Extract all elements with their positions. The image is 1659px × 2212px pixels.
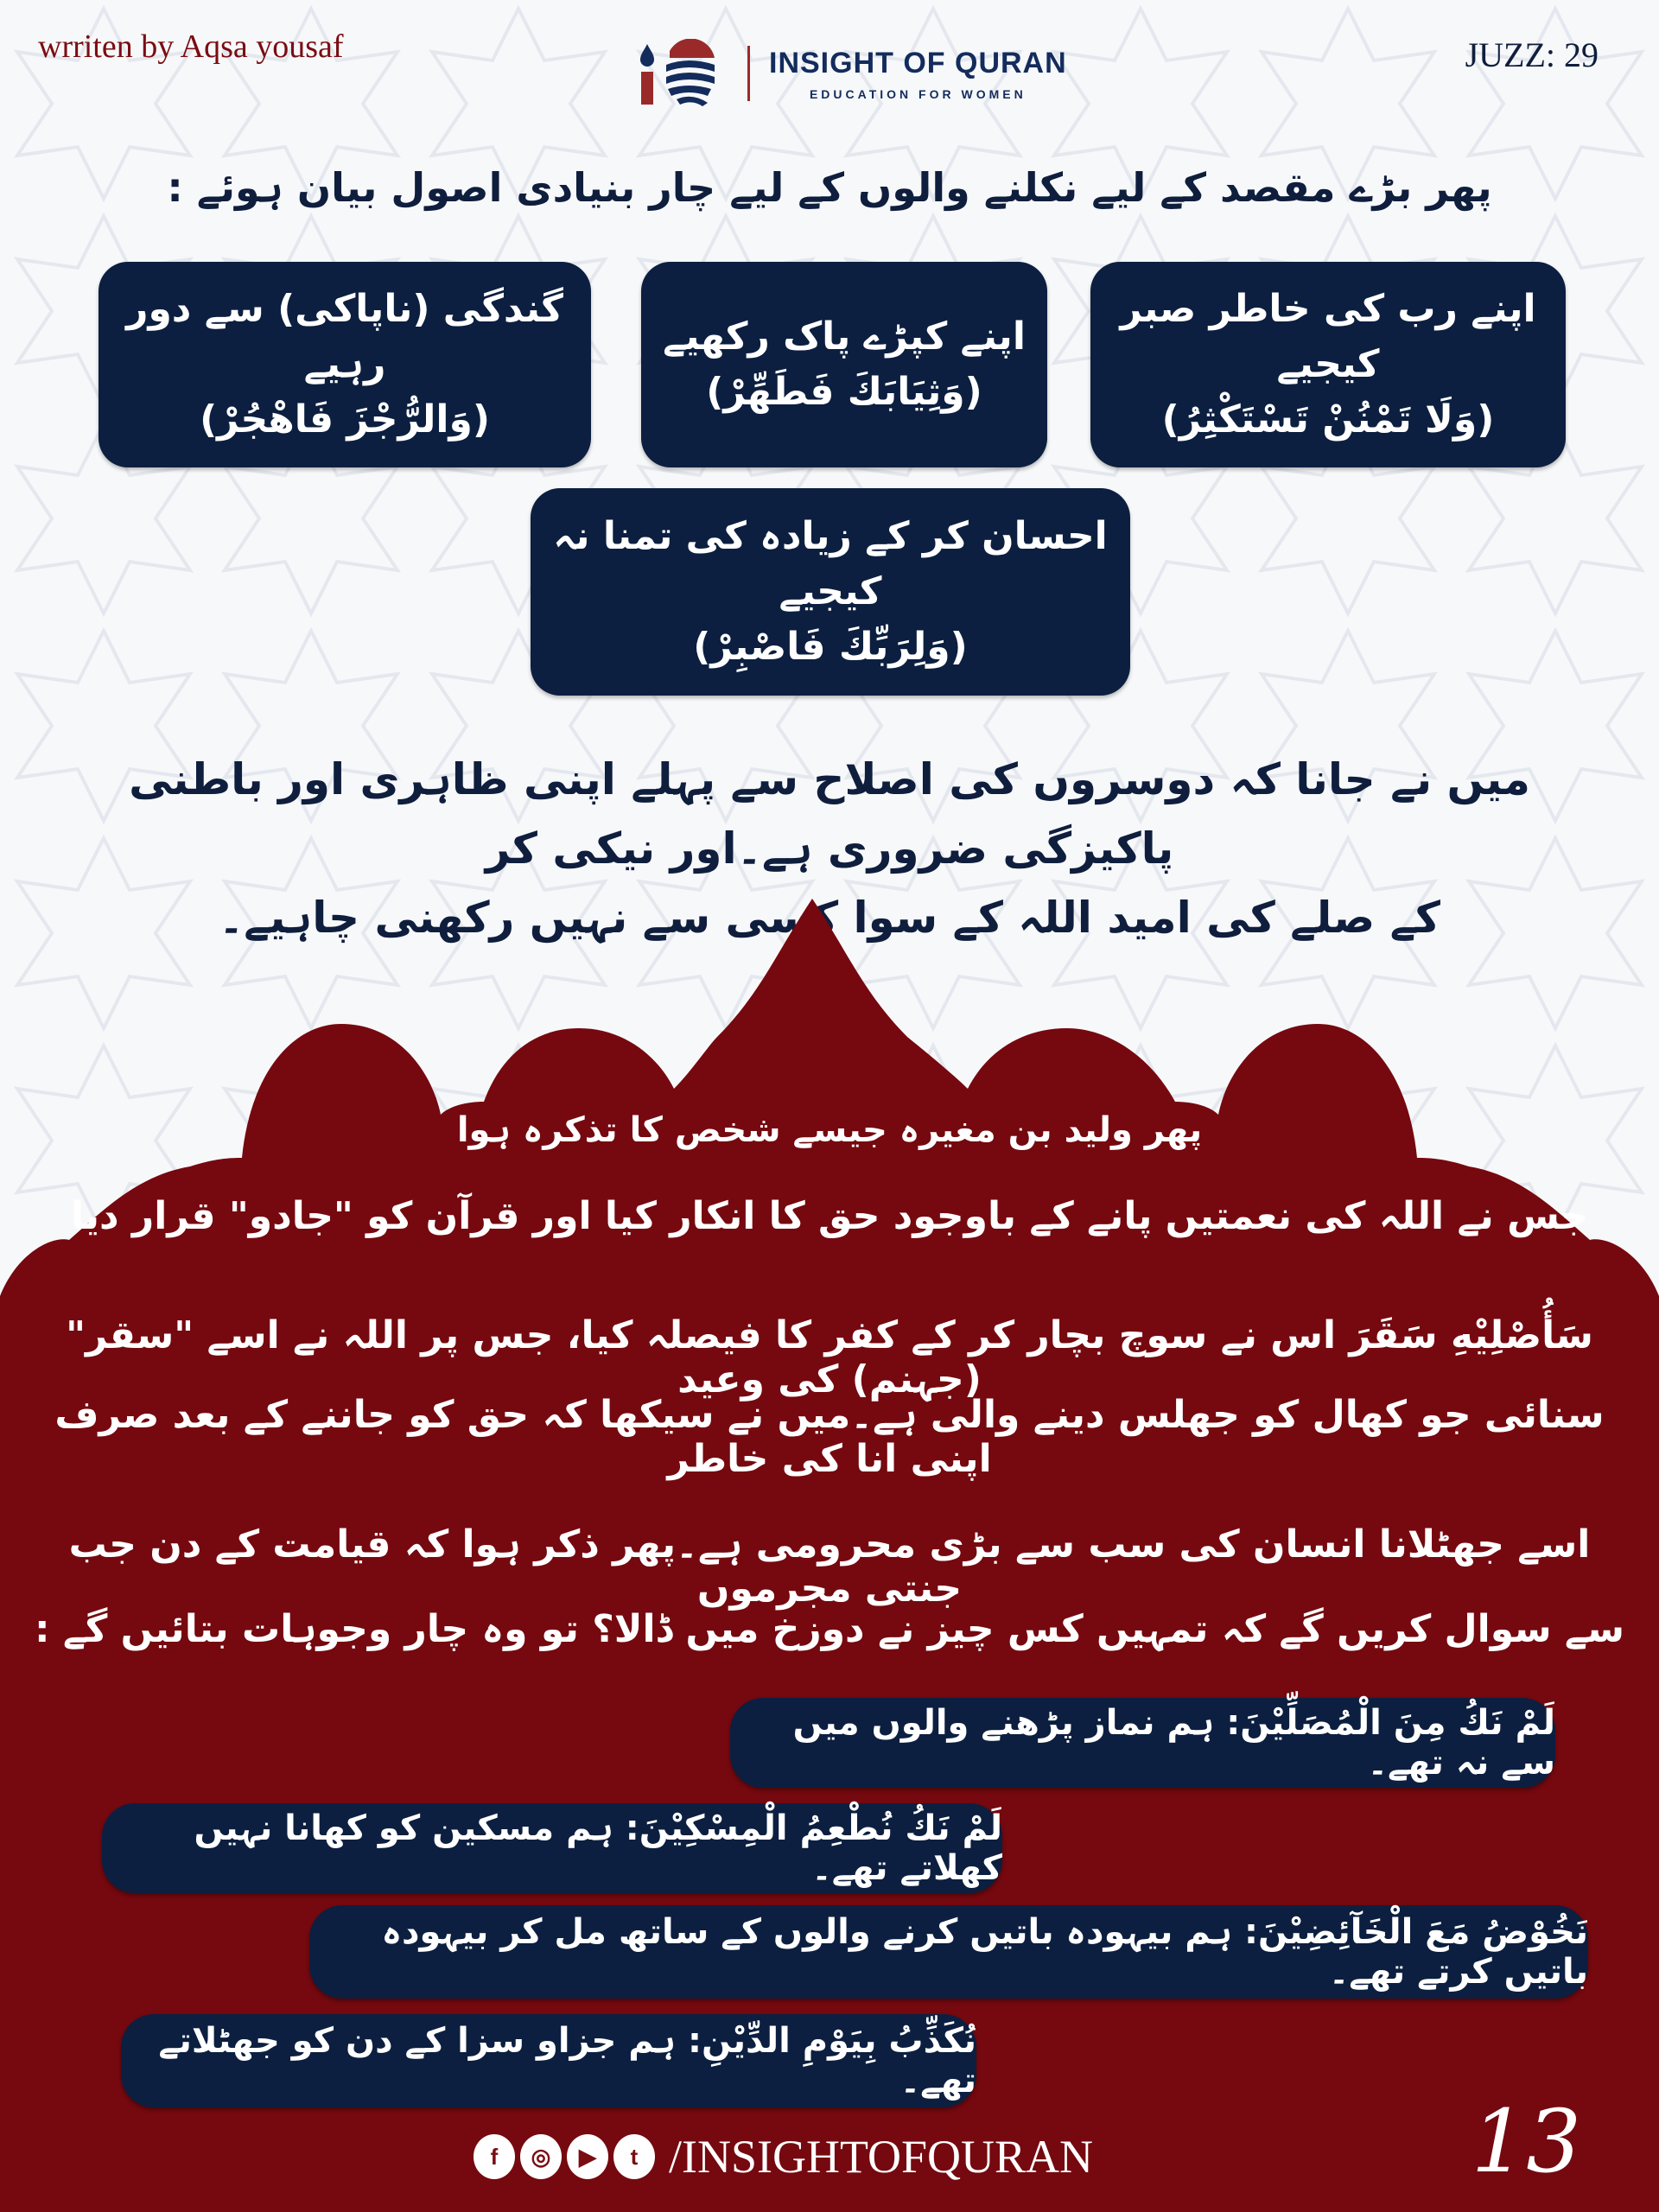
story-line-5: سے سوال کریں گے کہ تمہیں کس چیز نے دوزخ میں ڈالا؟ تو وہ چار وجوہات بتائیں گے : [35, 1607, 1624, 1651]
logo-subtitle: EDUCATION FOR WOMEN [809, 86, 1027, 101]
principle-urdu: اپنے کپڑے پاک رکھیے [663, 315, 1026, 359]
principle-card-2 [641, 262, 1047, 467]
principle-card-1 [1090, 262, 1566, 467]
twitter-icon[interactable]: t [613, 2134, 655, 2179]
social-footer [474, 2130, 1093, 2183]
youtube-icon[interactable]: ▶ [567, 2134, 608, 2179]
story-heading: پھر ولید بن مغیرہ جیسے شخص کا تذکرہ ہوا [456, 1110, 1203, 1150]
facebook-icon[interactable]: f [474, 2134, 515, 2179]
reason-text: لَمْ نَكُ مِنَ الْمُصَلِّيْنَ: ہم نماز پڑھنے والوں میں سے نہ تھے۔ [792, 1703, 1555, 1783]
insight-of-quran-logo-icon [635, 39, 739, 108]
reason-pill-2 [102, 1803, 1002, 1893]
principle-card-4 [531, 488, 1130, 696]
story-line-3: سنائی جو کھال کو جھلس دینے والی ہے۔میں نے سیکھا کہ حق کو جاننے کے بعد صرف اپنی انا کی خاطر [54, 1393, 1605, 1481]
story-line-4: اسے جھٹلانا انسان کی سب سے بڑی محرومی ہے۔پھر ذکر ہوا کہ قیامت کے دن جب جنتی مجرموں [68, 1522, 1591, 1611]
author-credit: wrriten by Aqsa yousaf [38, 29, 344, 65]
reason-pill-4 [121, 2014, 976, 2107]
principle-urdu: گندگی (ناپاکی) سے دور رہیے [126, 287, 563, 387]
logo-title: INSIGHT OF QURAN [769, 46, 1067, 79]
instagram-icon[interactable]: ◎ [520, 2134, 562, 2179]
logo-divider [747, 46, 750, 101]
principles-heading: پھر بڑے مقصد کے لیے نکلنے والوں کے لیے چار بنیادی اصول بیان ہوئے : [167, 164, 1492, 211]
principle-urdu: اپنے رب کی خاطر صبر کیجیے [1120, 287, 1536, 387]
story-line-1: جس نے اللہ کی نعمتیں پانے کے باوجود حق کا انکار کیا اور قرآن کو "جادو" قرار دیا [70, 1194, 1588, 1238]
reason-pill-3 [309, 1905, 1588, 1999]
social-handle[interactable]: /INSIGHTOFQURAN [669, 2131, 1094, 2183]
juzz-label: JUZZ: 29 [1465, 35, 1599, 74]
page-number: 13 [1471, 2091, 1581, 2192]
brand-logo [635, 39, 1067, 108]
reflection-line-1: میں نے جانا کہ دوسروں کی اصلاح سے پہلے اپنی ظاہری اور باطنی پاکیزگی ضروری ہے۔اور نیکی کر [129, 754, 1530, 874]
principle-arabic: (وَثِيَابَكَ فَطَهِّرْ) [706, 370, 982, 414]
principle-arabic: (وَلَا تَمْنُنْ تَسْتَكْثِرُ) [1161, 397, 1495, 442]
principle-arabic: (وَلِرَبِّكَ فَاصْبِرْ) [693, 624, 968, 669]
story-line-2: سَأُصْلِيْهِ سَقَرَ اس نے سوچ بچار کر کے کفر کا فیصلہ کیا، جس پر اللہ نے اسے "سقر" (جہنم) کی وعید [66, 1313, 1593, 1402]
reason-text: نَخُوْضُ مَعَ الْخَآئِضِيْنَ: ہم بیہودہ باتیں کرنے والوں کے ساتھ مل کر بیہودہ باتیں کرتے تھے۔ [381, 1912, 1588, 1992]
principle-card-3 [99, 262, 591, 467]
principle-arabic: (وَالرُّجْزَ فَاهْجُرْ) [200, 397, 490, 442]
reflection-line-2: کے صلے کی امید اللہ کے سوا کسی سے نہیں رکھنی چاہیے۔ [218, 893, 1441, 943]
reason-pill-1 [730, 1698, 1555, 1788]
principle-urdu: احسان کر کے زیادہ کی تمنا نہ کیجیے [553, 514, 1108, 614]
reason-text: نُكَذِّبُ بِيَوْمِ الدِّيْنِ: ہم جزاو سزا کے دن کو جھٹلاتے تھے۔ [158, 2021, 976, 2101]
reason-text: لَمْ نَكُ نُطْعِمُ الْمِسْكِيْنَ: ہم مسکین کو کھانا نہیں کھلاتے تھے۔ [194, 1808, 1002, 1888]
